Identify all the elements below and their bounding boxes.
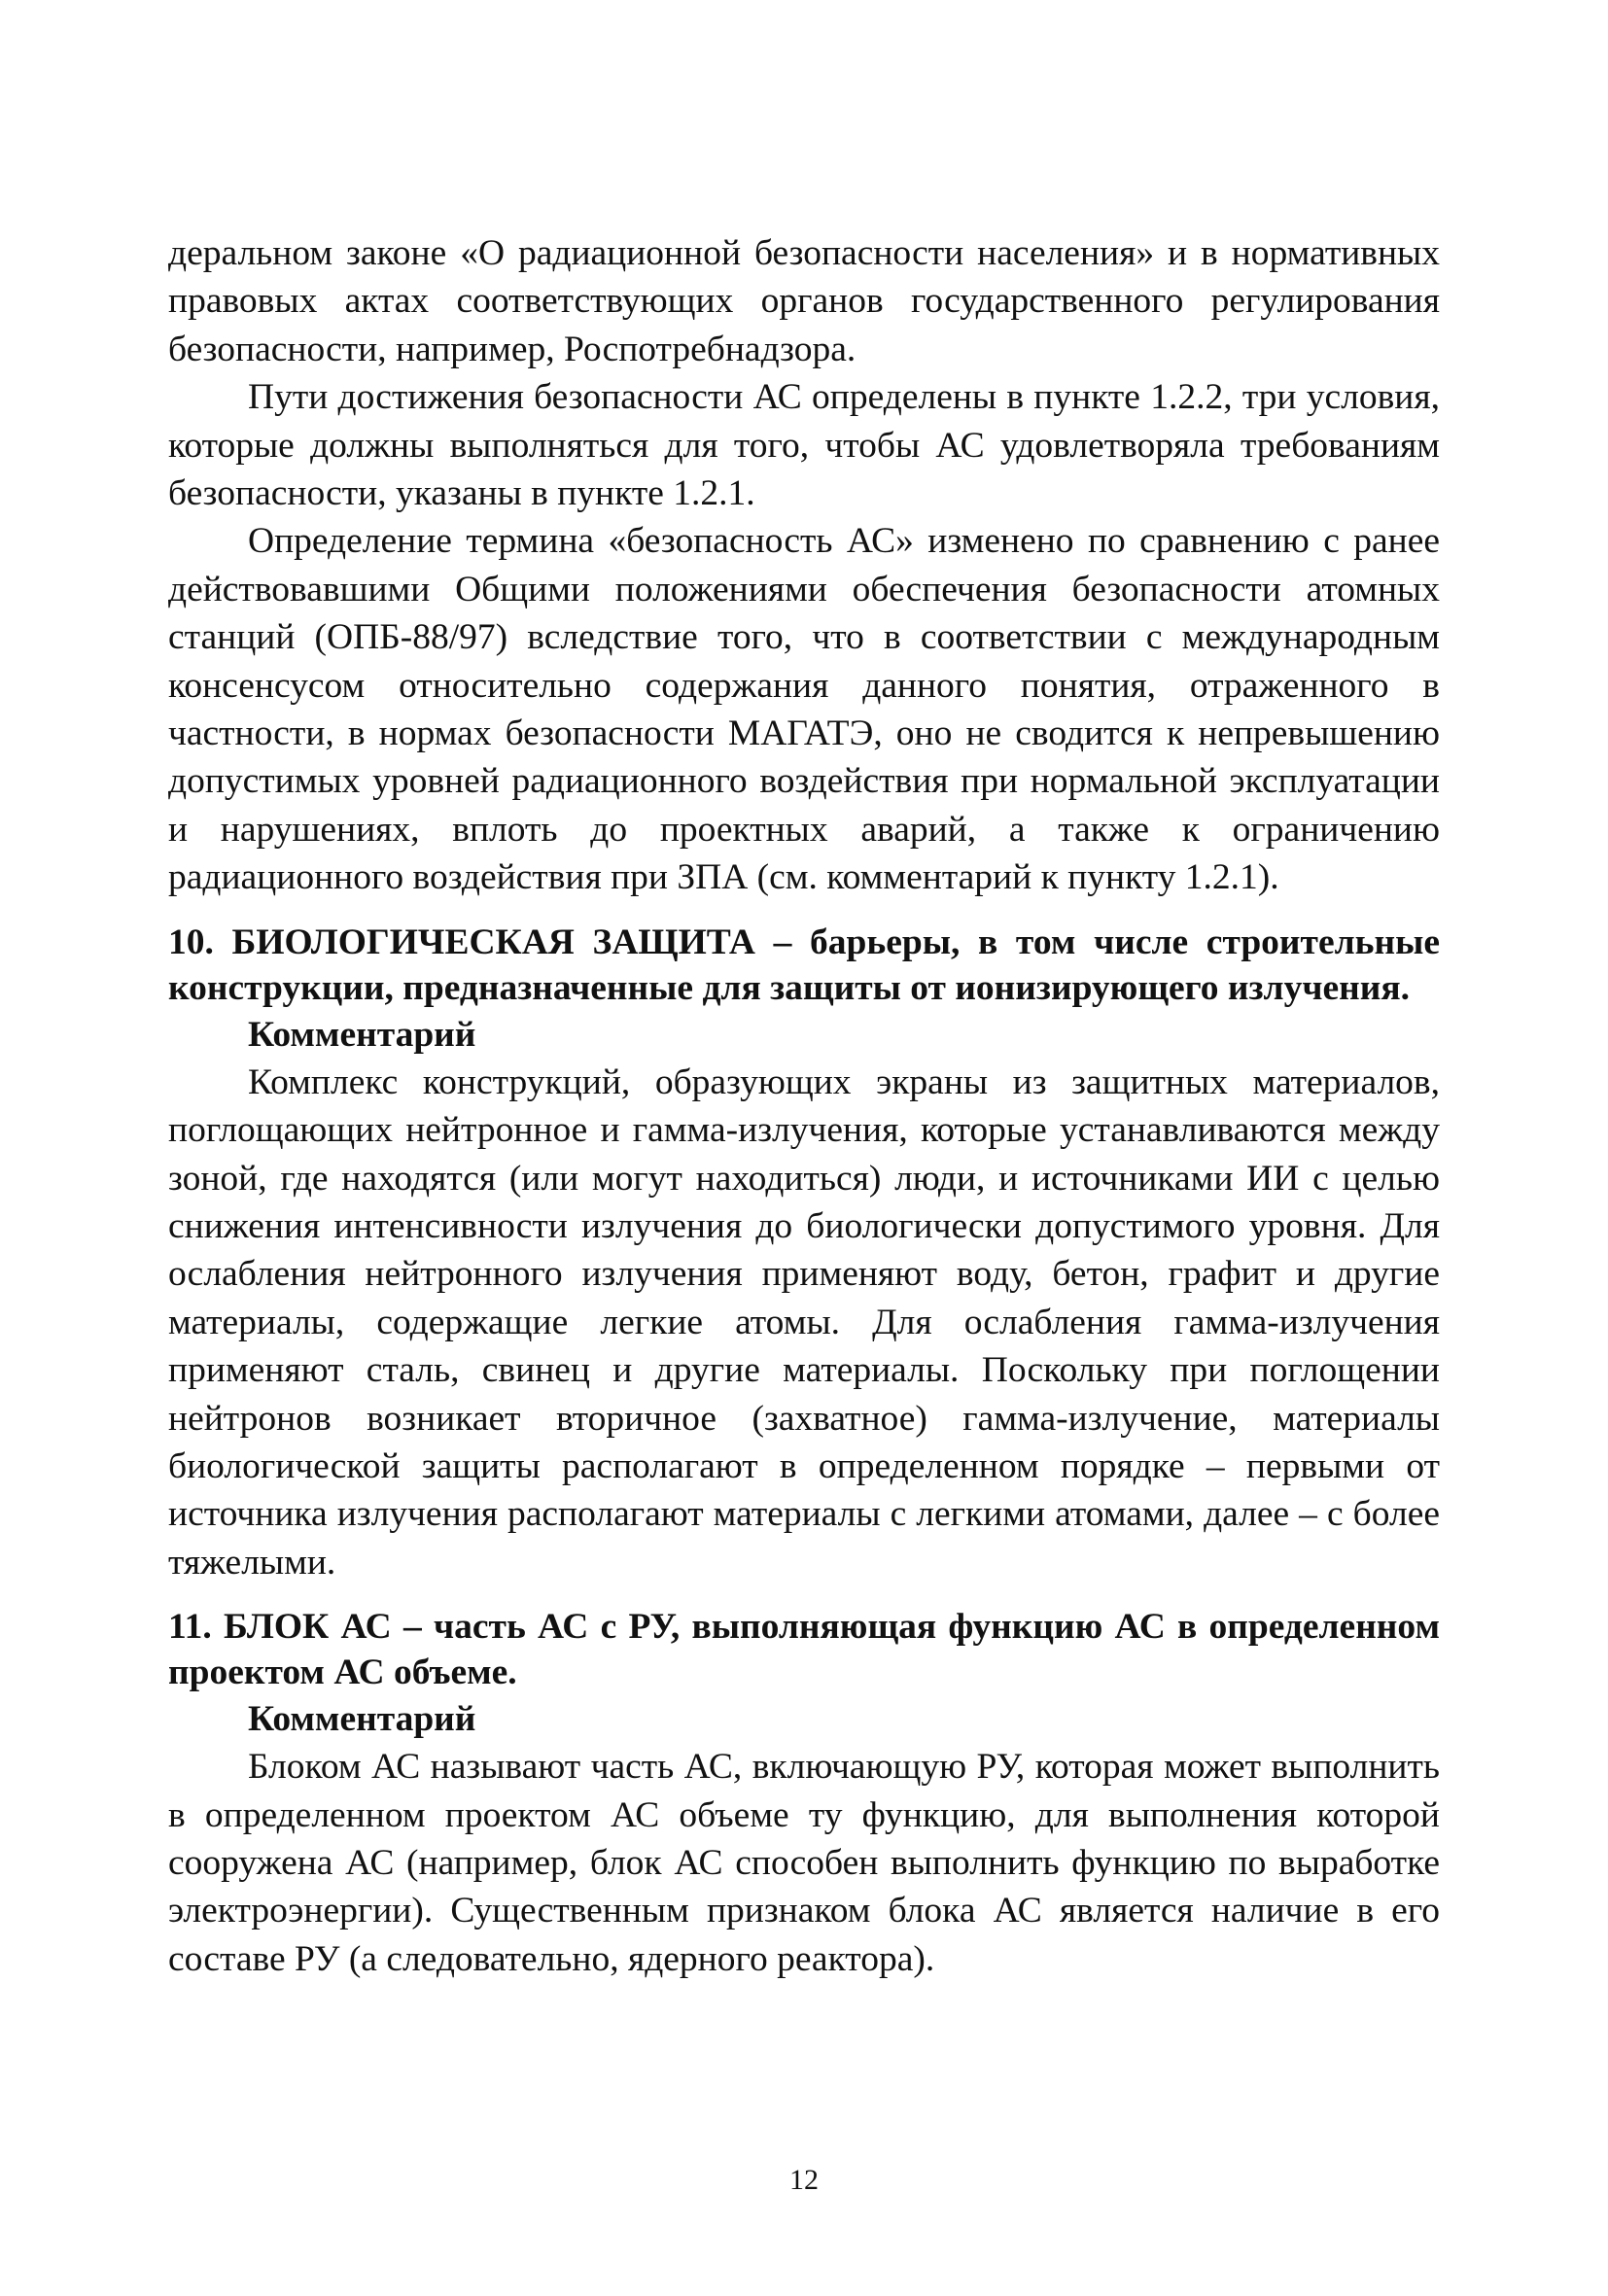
section-11-heading: 11. БЛОК АС – часть АС с РУ, выполняющая функцию АС в определенном проектом АС объеме. — [168, 1607, 1440, 1693]
section-11-comment-label: Комментарий — [248, 1699, 476, 1740]
section-10-heading: 10. БИОЛОГИЧЕСКАЯ ЗАЩИТА – барьеры, в том числе строительные конструкции, предназначенные для защиты от ионизирующего излучения. — [168, 922, 1440, 1008]
paragraph-safety-definition: Определение термина «безопасность АС» изменено по сравнению с ранее действовавшими Общими положениями обеспечения безопасности атомных станций (ОПБ-88/97) вследствие того, что в соответствии с международным консенсусом относительно содержания данного понятия, отраженного в частности, в нормах безопасности МАГАТЭ, оно не сводится к непревышению допустимых уровней радиационного воздействия при нормальной эксплуатации и нарушениях, вплоть до проектных аварий, а также к ограничению радиационного воздействия при ЗПА (см. комментарий к пункту 1.2.1). — [168, 521, 1440, 898]
paragraph-safety-ways: Пути достижения безопасности АС определены в пункте 1.2.2, три условия, которые должны выполняться для того, чтобы АС удовлетворяла требованиям безопасности, указаны в пункте 1.2.1. — [168, 377, 1440, 514]
section-10-comment-text: Комплекс конструкций, образующих экраны из защитных материалов, поглощающих нейтронное и гамма-излучения, которые устанавливаются между зоной, где находятся (или могут находиться) люди, и источниками ИИ с целью снижения интенсивности излучения до биологически допустимого уровня. Для ослабления нейтронного излучения применяют воду, бетон, графит и другие материалы, содержащие легкие атомы. Для ослабления гамма-излучения применяют сталь, свинец и другие материалы. Поскольку при поглощении нейтронов возникает вторичное (захватное) гамма-излучение, материалы биологической защиты располагают в определенном порядке – первыми от источника излучения располагают материалы с легкими атомами, далее – с более тяжелыми. — [168, 1061, 1440, 1583]
page-number: 12 — [789, 2164, 819, 2196]
section-11-comment-text: Блоком АС называют часть АС, включающую РУ, которая может выполнить в определенном проектом АС объеме ту функцию, для выполнения которой сооружена АС (например, блок АС способен выполнить функцию по выработке электроэнергии). Существенным признаком блока АС является наличие в его составе РУ (а следовательно, ядерного реактора). — [168, 1747, 1440, 1979]
document-page — [168, 229, 1440, 1983]
paragraph-continued: деральном законе «О радиационной безопасности населения» и в нормативных правовых актах соответствующих органов государственного регулирования безопасности, например, Роспотребнадзора. — [168, 233, 1440, 369]
section-10-comment-label: Комментарий — [248, 1014, 476, 1055]
